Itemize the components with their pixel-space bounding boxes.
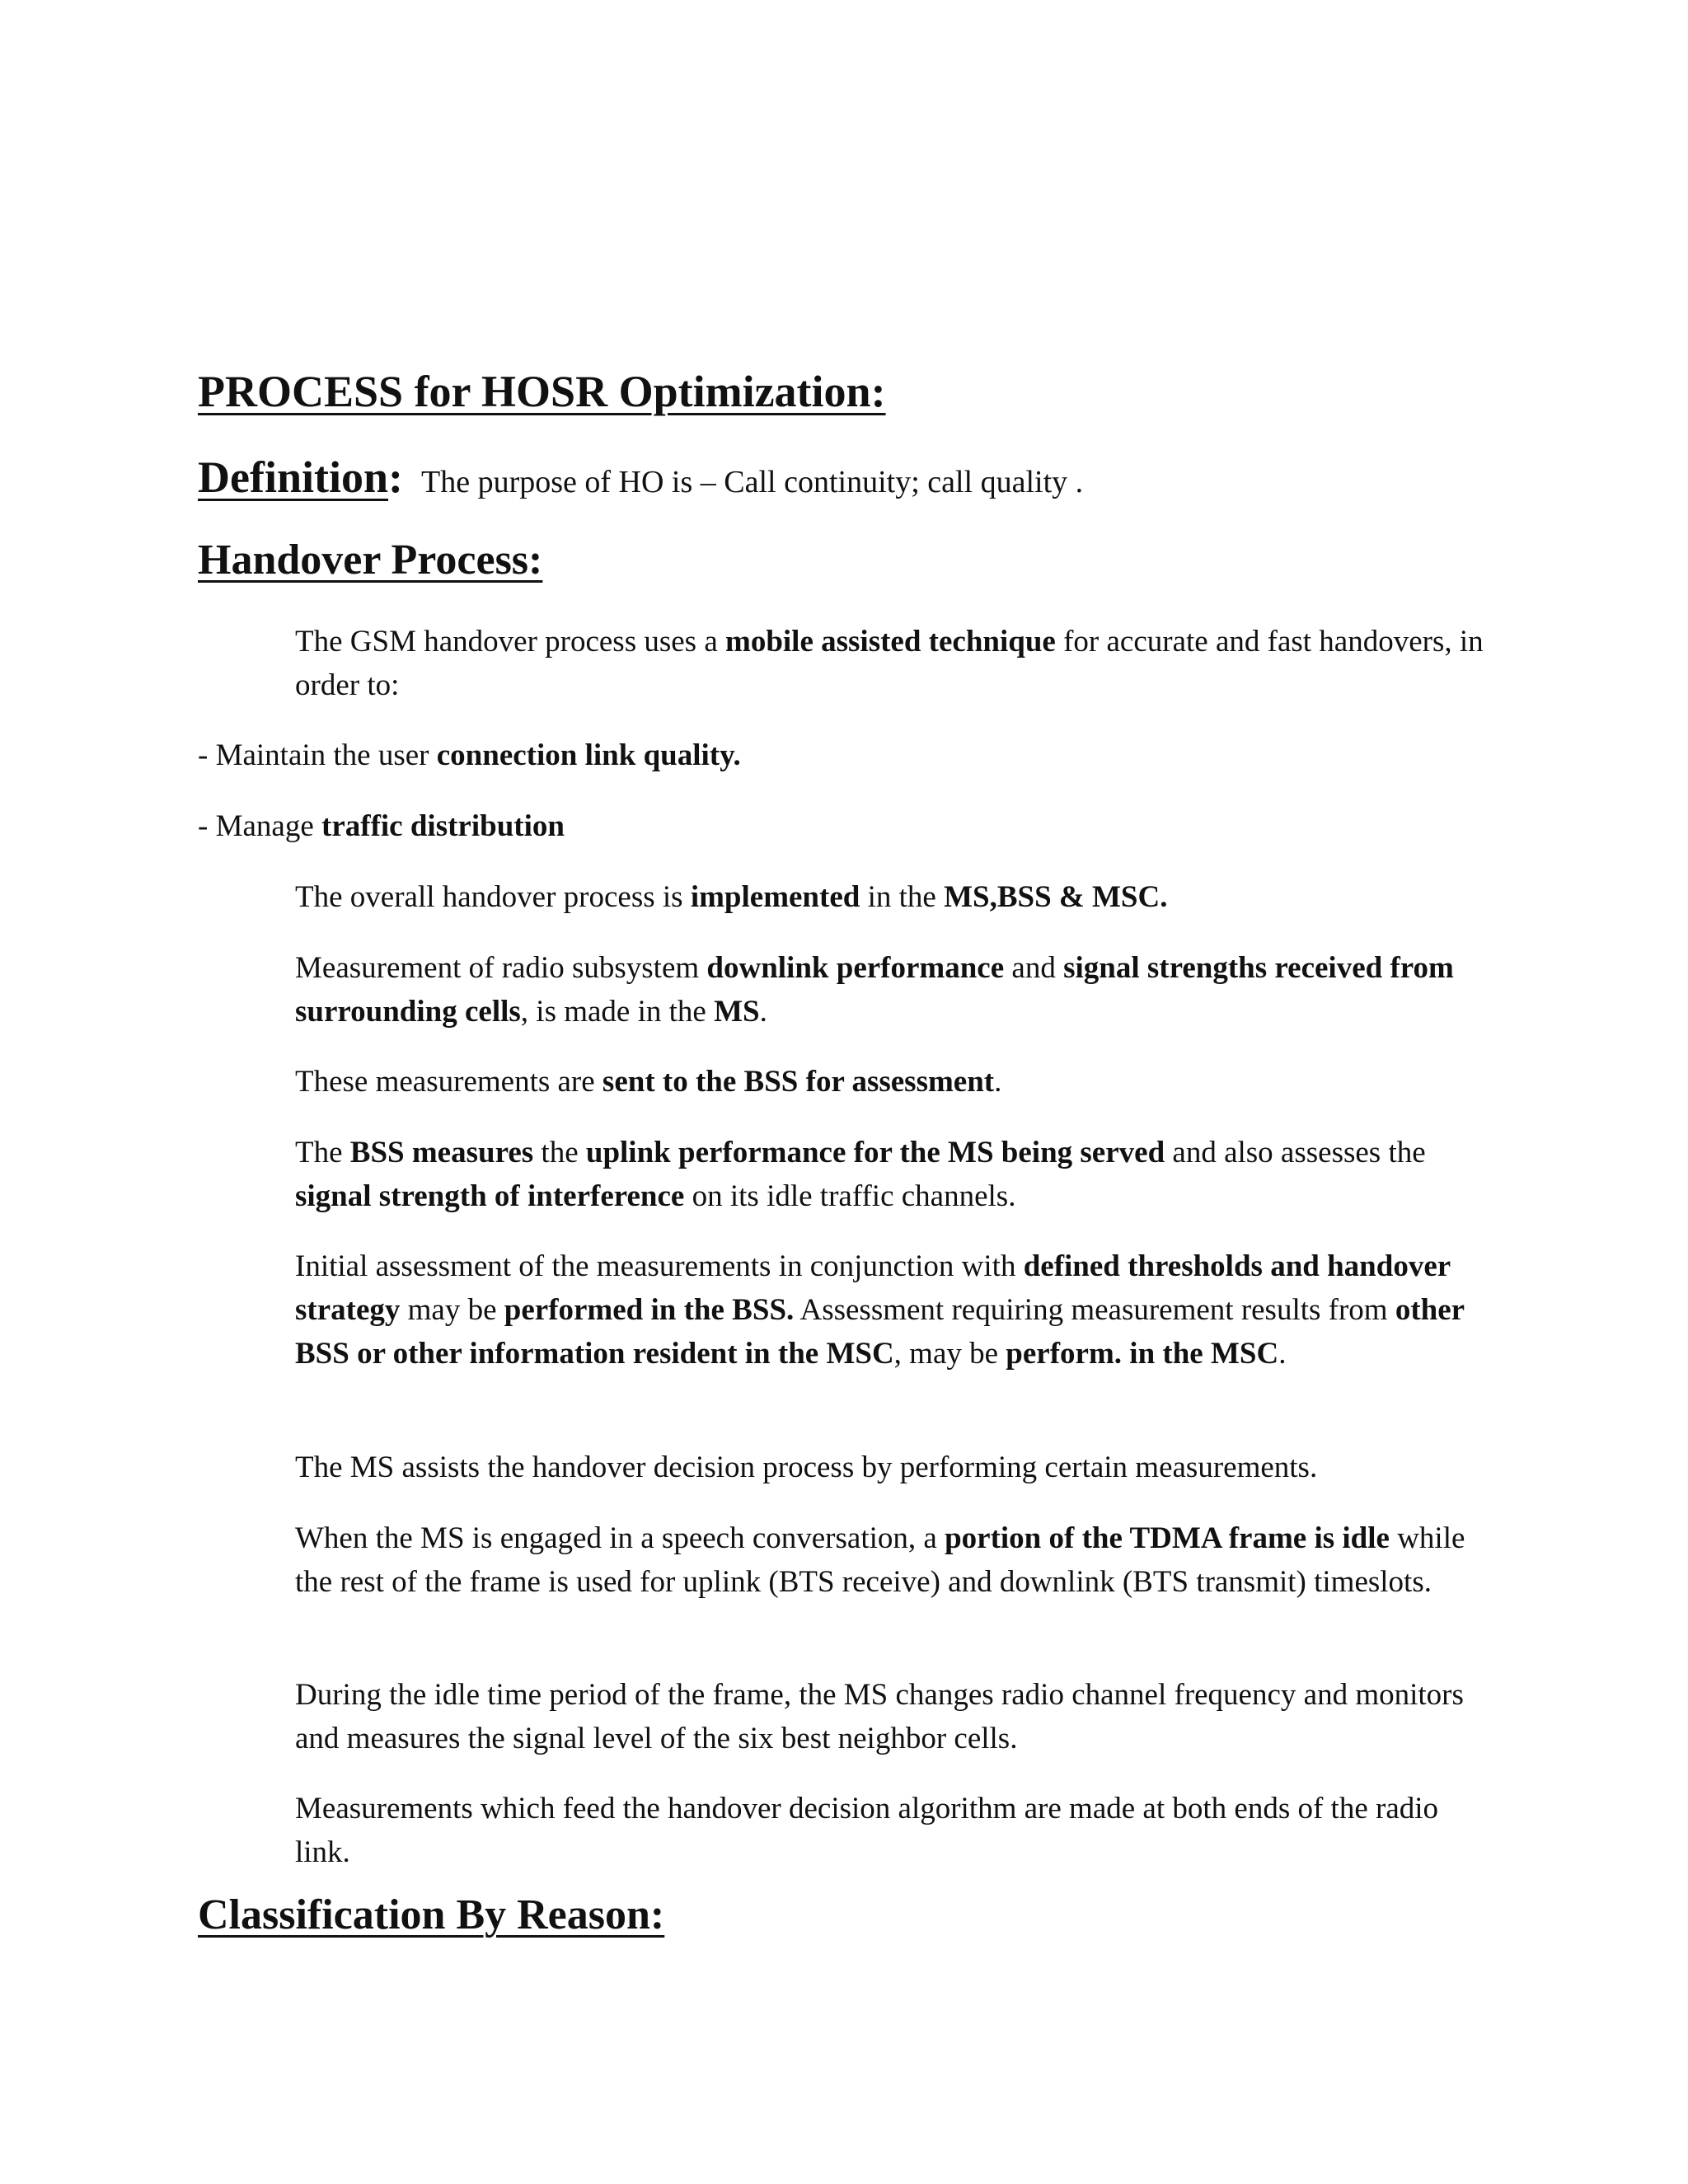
text-run: and also assesses the [1165, 1136, 1426, 1169]
bold-run: downlink performance [706, 951, 1005, 985]
definition-label [198, 452, 403, 502]
bold-run: signal strength of interference [295, 1179, 685, 1213]
bold-run: implemented [690, 880, 860, 914]
classification-heading: Classification By Reason: [198, 1891, 665, 1938]
text-run: The overall handover process is [295, 880, 691, 914]
bold-run: connection link quality. [436, 738, 741, 772]
bold-run: sent to the BSS for assessment [602, 1065, 995, 1099]
bold-run: performed in the BSS. [504, 1293, 795, 1327]
bold-run: portion of the TDMA frame is idle [945, 1521, 1390, 1555]
handover-process-heading: Handover Process: [198, 537, 543, 583]
paragraph-gsm-handover [295, 620, 1498, 707]
text-run: Measurement of radio subsystem [295, 951, 707, 985]
definition-label-text: Definition [198, 452, 389, 502]
bold-run: MS,BSS & MSC. [944, 880, 1168, 914]
paragraph-sent-to-bss [295, 1060, 1498, 1104]
text-run: . [994, 1065, 1002, 1099]
text-run: while the rest of the frame is used for uplink (BTS receive) and downlink (BTS transmit) timeslots. [295, 1521, 1465, 1599]
bold-run: defined thresholds and handover strategy [295, 1249, 1451, 1327]
text-run: . [1278, 1337, 1287, 1371]
text-run: in the [860, 880, 945, 914]
text-run: - Maintain the user [198, 738, 437, 772]
text-run: The GSM handover process uses a [295, 625, 725, 658]
bullet-traffic-distribution [198, 804, 565, 848]
text-run: . [759, 995, 767, 1029]
bold-run: traffic distribution [321, 809, 565, 843]
text-run: for accurate and fast handovers, in order to: [295, 625, 1484, 702]
text-run: , is made in the [520, 995, 715, 1029]
paragraph-ms-assists: The MS assists the handover decision process by performing certain measurements. [295, 1451, 1318, 1484]
bullet-link-quality [198, 733, 741, 777]
text-run: Assessment requiring measurement results from [794, 1293, 1395, 1327]
definition-text: The purpose of HO is – Call continuity; call quality . [421, 465, 1084, 499]
text-run: may be [400, 1293, 504, 1327]
page-title: PROCESS for HOSR Optimization: [198, 367, 886, 416]
text-run: and [1004, 951, 1064, 985]
text-run: the [533, 1136, 586, 1169]
bold-run: perform. in the MSC [1006, 1337, 1279, 1371]
paragraph-idle-time: During the idle time period of the frame, the MS changes radio channel frequency and monitors and measures the signal level of the six best neighbor cells. [295, 1678, 1464, 1755]
text-run: Initial assessment of the measurements in conjunction with [295, 1249, 1024, 1283]
paragraph-implemented [295, 875, 1498, 919]
paragraph-measurement-radio [295, 946, 1498, 1033]
text-run: , may be [893, 1337, 1006, 1371]
paragraph-measurements-feed: Measurements which feed the handover decision algorithm are made at both ends of the radio link. [295, 1792, 1439, 1869]
bold-run: mobile assisted technique [725, 625, 1056, 658]
paragraph-bss-measures [295, 1131, 1498, 1218]
text-run: on its idle traffic channels. [684, 1179, 1016, 1213]
bold-run: MS [714, 995, 760, 1029]
bold-run: other BSS or other information resident in the MSC [295, 1293, 1465, 1371]
bold-run: uplink performance for the MS being served [585, 1136, 1165, 1169]
bold-run: BSS measures [349, 1136, 534, 1169]
definition-line [198, 452, 1083, 503]
paragraph-initial-assessment [295, 1244, 1498, 1376]
definition-colon: : [388, 452, 403, 502]
text-run: When the MS is engaged in a speech conversation, a [295, 1521, 945, 1555]
text-run: These measurements are [295, 1065, 603, 1099]
paragraph-tdma-idle [295, 1516, 1498, 1604]
text-run: The [295, 1136, 350, 1169]
bold-run: signal strengths received from surrounding cells [295, 951, 1454, 1029]
text-run: - Manage [198, 809, 321, 843]
